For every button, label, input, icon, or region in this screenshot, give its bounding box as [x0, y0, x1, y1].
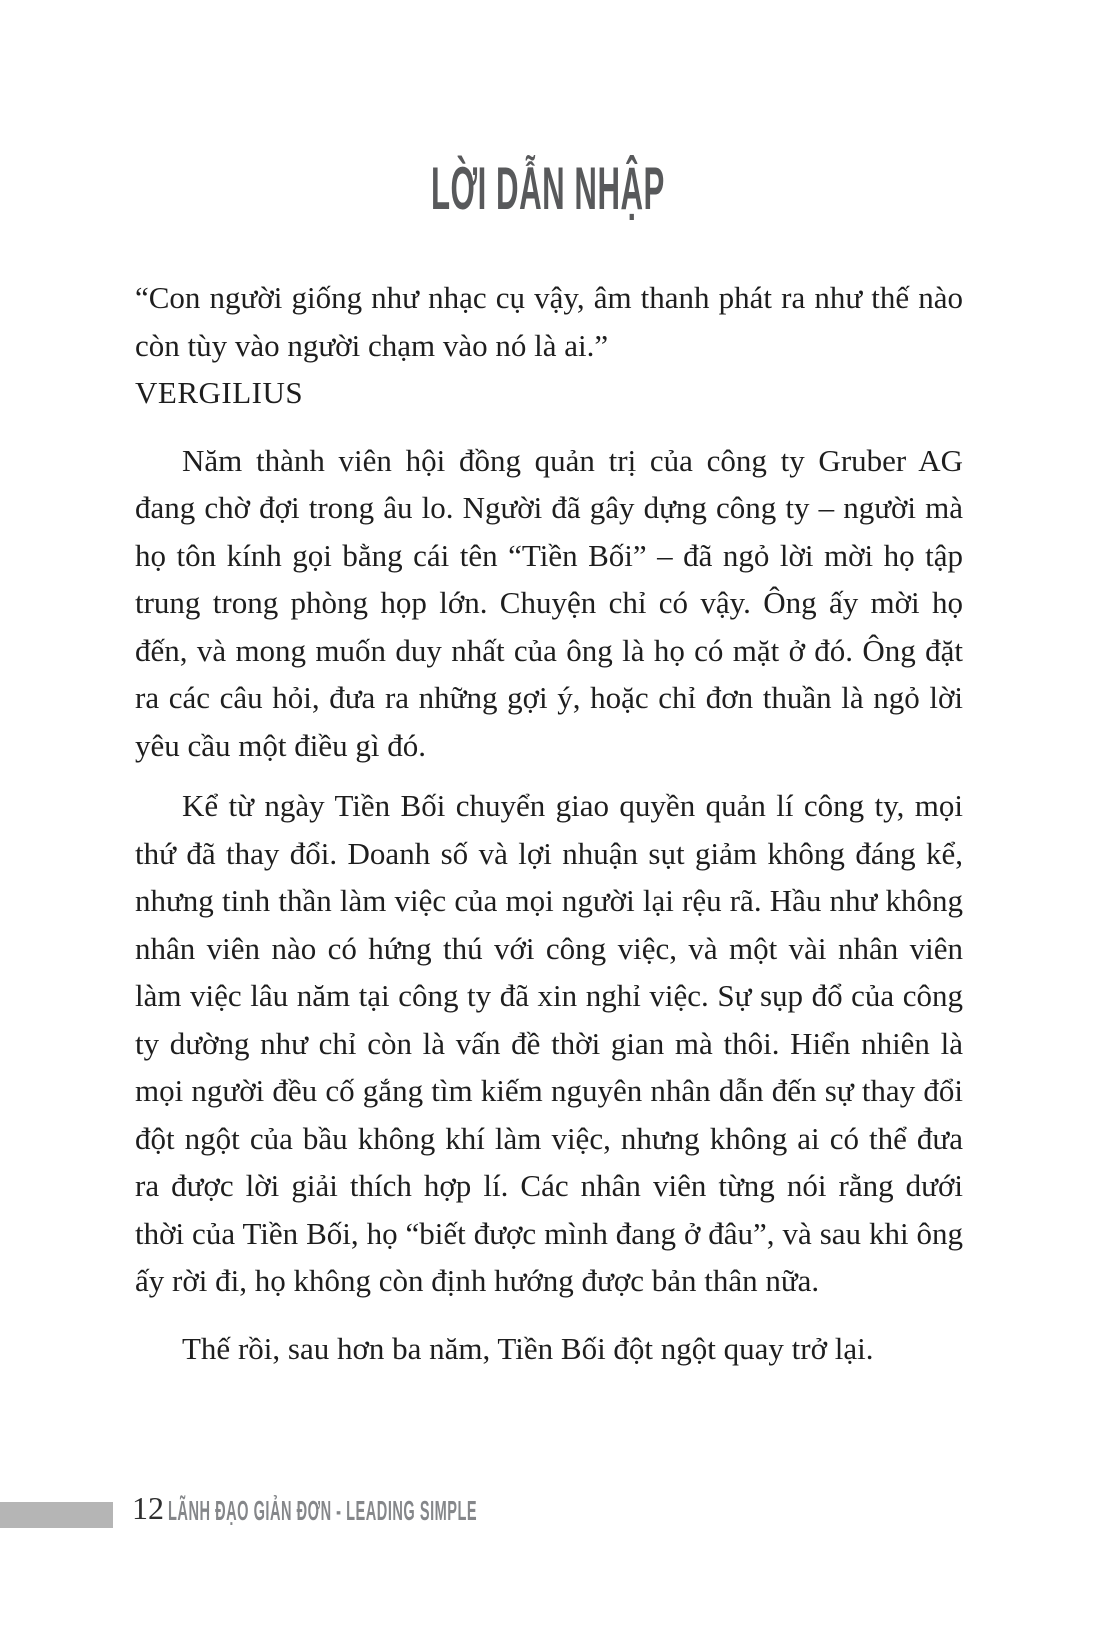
running-book-title-text: LÃNH ĐẠO GIẢN ĐƠN - LEADING SIMPLE — [168, 1495, 478, 1526]
footer-accent-bar — [0, 1502, 113, 1528]
body-paragraph-3: Thế rồi, sau hơn ba năm, Tiền Bối đột ngột quay trở lại. — [182, 1330, 874, 1366]
chapter-title — [0, 156, 1095, 222]
epigraph-quote: “Con người giống như nhạc cụ vậy, âm thanh phát ra như thế nào còn tùy vào người chạm vào nó là ai.” — [135, 280, 963, 363]
body-paragraph-2: Kể từ ngày Tiền Bối chuyển giao quyền quản lí công ty, mọi thứ đã thay đổi. Doanh số và lợi nhuận sụt giảm không đáng kể, nhưng tinh thần làm việc của mọi người lại rệu rã. Hầu như không nhân viên nào có hứng thú với công việc, và một vài nhân viên làm việc lâu năm tại công ty đã xin nghỉ việc. Sự sụp đổ của công ty dường như chỉ còn là vấn đề thời gian mà thôi. Hiển nhiên là mọi người đều cố gắng tìm kiếm nguyên nhân dẫn đến sự thay đổi đột ngột của bầu không khí làm việc, nhưng không ai có thể đưa ra được lời giải thích hợp lí. Các nhân viên từng nói rằng dưới thời của Tiền Bối, họ “biết được mình đang ở đâu”, và sau khi ông ấy rời đi, họ không còn định hướng được bản thân nữa. — [135, 788, 963, 1298]
page-footer — [0, 1490, 1095, 1536]
epigraph — [135, 274, 963, 417]
chapter-title-text: LỜI DẪN NHẬP — [430, 155, 665, 222]
epigraph-author: VERGILIUS — [135, 375, 304, 410]
page-content — [135, 274, 963, 1372]
body-paragraph-1: Năm thành viên hội đồng quản trị của công ty Gruber AG đang chờ đợi trong âu lo. Người đã gây dựng công ty – người mà họ tôn kính gọi bằng cái tên “Tiền Bối” – đã ngỏ lời mời họ tập trung trong phòng họp lớn. Chuyện chỉ có vậy. Ông ấy mời họ đến, và mong muốn duy nhất của ông là họ có mặt ở đó. Ông đặt ra các câu hỏi, đưa ra những gợi ý, hoặc chỉ đơn thuần là ngỏ lời yêu cầu một điều gì đó. — [135, 442, 963, 763]
page-number: 12 — [132, 1490, 164, 1526]
running-book-title — [168, 1495, 763, 1527]
